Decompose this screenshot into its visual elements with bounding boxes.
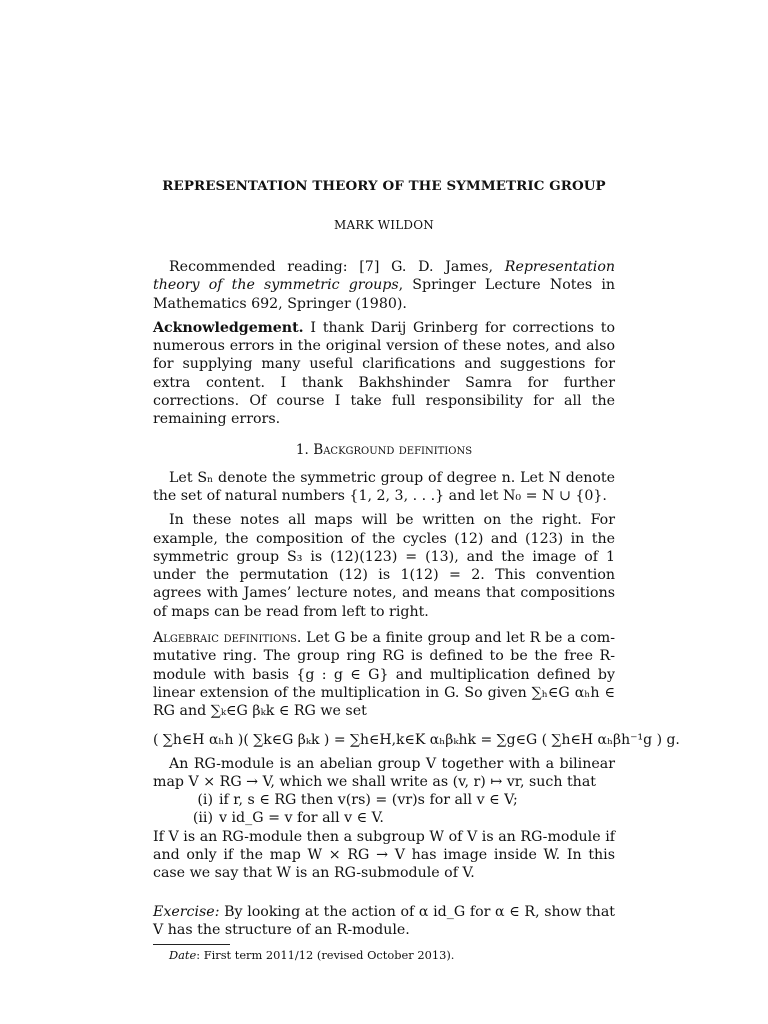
condition-text: v id_G = v for all v ∈ V. xyxy=(219,810,384,827)
acknowledgement-paragraph xyxy=(153,319,615,429)
section-heading xyxy=(153,441,615,459)
algebraic-definitions-paragraph xyxy=(153,629,615,720)
footnote-text: : First term 2011/12 (revised October 2013). xyxy=(196,948,455,963)
paper-title: REPRESENTATION THEORY OF THE SYMMETRIC GROUP xyxy=(162,178,606,194)
exercise-text: By looking at the action of α id_G for α ∈ R, show that V has the structure of an R-module. xyxy=(153,903,615,938)
display-equation: ( ∑h∈H αₕh )( ∑k∈G βₖk ) = ∑h∈H,k∈K αₕβₖhk = ∑g∈G ( ∑h∈H αₕβh⁻¹g ) g. xyxy=(153,731,680,748)
footnote xyxy=(153,948,615,962)
exercise-label: Exercise: xyxy=(153,903,220,920)
algebraic-definitions-heading: Algebraic definitions. xyxy=(153,630,302,647)
notation-paragraph: Let Sₙ denote the symmetric group of degree n. Let N denote the set of natural numbers {1, 2, 3, . . .} and let N₀ = N ∪ {0}. xyxy=(153,469,615,504)
algebraic-definitions-text: Let G be a finite group and let R be a commutative ring. The group ring RG is defined to be the free R-module with basis {g : g ∈ G} and multiplication defined by linear extension of the multiplication in G. So given ∑ₕ∈G αₕh ∈ RG and ∑ₖ∈G βₖk ∈ RG we set xyxy=(153,630,615,720)
maps-paragraph: In these notes all maps will be written on the right. For example, the composition of the cycles (12) and (123) in the symmetric group S₃ is (12)(123) = (13), and the image of 1 under the permutation (12) is 1(12) = 2. This convention agrees with James’ lecture notes, and means that compositions of maps can be read from left to right. xyxy=(153,512,615,620)
condition-item xyxy=(187,791,615,809)
paper-page xyxy=(153,176,680,963)
condition-text: if r, s ∈ RG then v(rs) = (vr)s for all v ∈ V; xyxy=(219,792,518,809)
section-number: 1. xyxy=(295,441,309,458)
recommended-book-title: Representation theory of the symmetric groups xyxy=(153,259,615,294)
footnote-label: Date xyxy=(169,948,197,963)
exercise-paragraph xyxy=(153,903,615,940)
acknowledgement-heading: Acknowledgement. xyxy=(153,319,304,336)
recommended-prefix: Recommended reading: [7] G. D. James, xyxy=(169,259,505,275)
recommended-suffix: , Springer Lecture Notes in Mathematics 692, Springer (1980). xyxy=(153,277,615,312)
module-definition: An RG-module is an abelian group V together with a bilinear map V × RG → V, which we shall write as (v, r) ↦ vr, such that xyxy=(153,755,615,790)
condition-label: (ii) xyxy=(192,810,213,827)
footnote-rule xyxy=(153,944,230,945)
acknowledgement-text: I thank Darij Grinberg for corrections to numerous errors in the original version of these notes, and also for supplying many useful clarifications and suggestions for extra content. I thank Bakhshinder Samra for further corrections. Of course I take full responsibility for all the remaining errors. xyxy=(153,319,615,428)
section-title: Background definitions xyxy=(313,441,473,458)
submodule-definition: If V is an RG-module then a subgroup W of V is an RG-module if and only if the map W × RG → V has image inside W. In this case we say that W is an RG-submodule of V. xyxy=(153,828,615,882)
condition-item xyxy=(187,809,615,827)
author-name: MARK WILDON xyxy=(334,218,434,232)
condition-label: (i) xyxy=(197,792,213,809)
recommended-reading xyxy=(153,258,615,313)
conditions-list xyxy=(187,791,615,828)
